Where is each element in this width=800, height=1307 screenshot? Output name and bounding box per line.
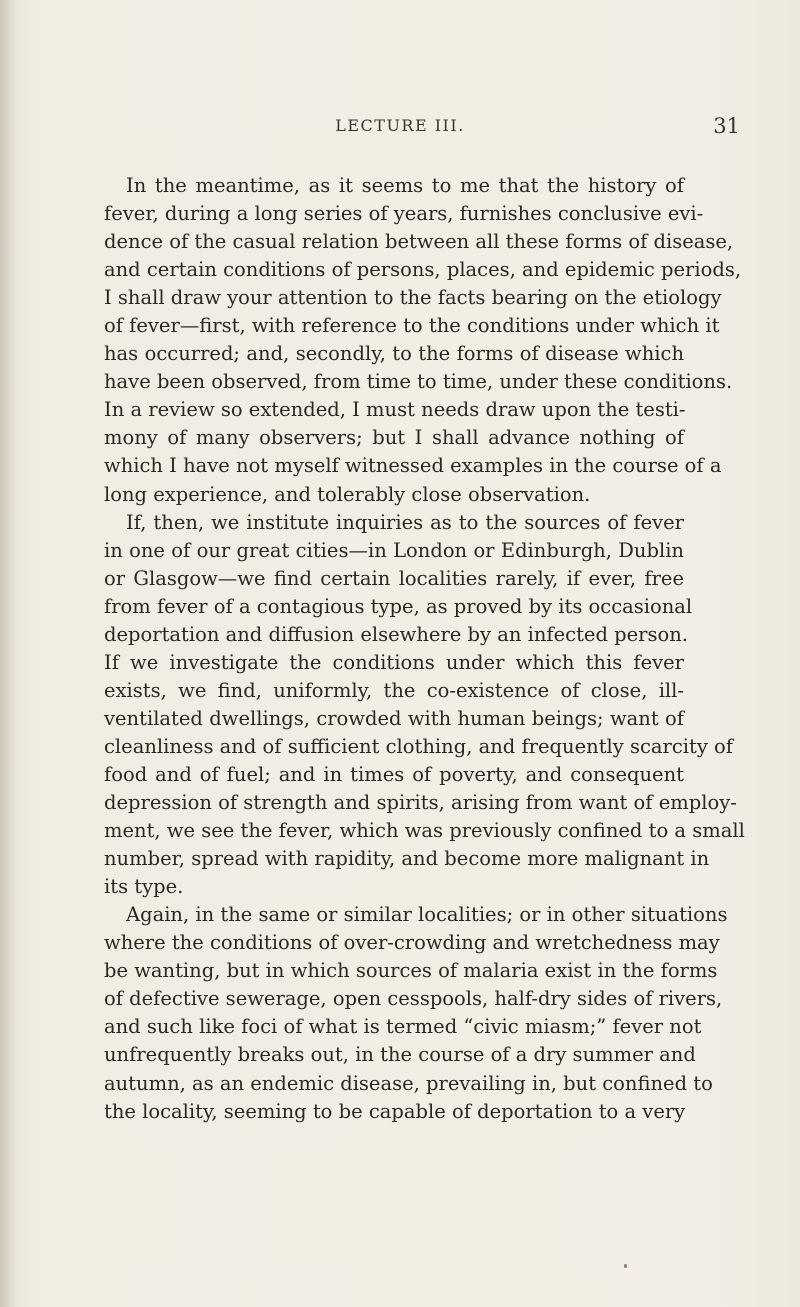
text-line: ventilated dwellings, crowded with human beings; want of (104, 706, 684, 730)
text-line: exists, we find, uniformly, the co-existence of close, ill- (104, 678, 684, 702)
text-line: Again, in the same or similar localities; or in other situations (126, 903, 728, 927)
text-line: in one of our great cities—in London or Edinburgh, Dublin (104, 538, 684, 562)
text-line: autumn, as an endemic disease, prevailing in, but confined to (104, 1071, 713, 1095)
text-line: deportation and diffusion elsewhere by an infected person. (104, 622, 688, 646)
ink-speck (624, 1264, 627, 1268)
text-line: and such like foci of what is termed “civic miasm;” fever not (104, 1015, 702, 1039)
body-text (104, 172, 745, 1126)
text-line: and certain conditions of persons, places, and epidemic periods, (104, 258, 742, 282)
text-line: of fever—first, with reference to the conditions under which it (104, 314, 720, 338)
text-line: food and of fuel; and in times of poverty, and consequent (104, 762, 684, 786)
text-line: If we investigate the conditions under which this fever (104, 650, 684, 674)
text-line: fever, during a long series of years, furnishes conclusive evi- (104, 202, 704, 226)
text-line: have been observed, from time to time, under these conditions. (104, 370, 733, 394)
text-line: its type. (104, 875, 184, 899)
text-line: depression of strength and spirits, arising from want of employ- (104, 791, 737, 815)
text-line: dence of the casual relation between all these forms of disease, (104, 230, 734, 254)
text-line: from fever of a contagious type, as proved by its occasional (104, 594, 693, 618)
text-line: which I have not myself witnessed examples in the course of a (104, 454, 722, 478)
text-line: In the meantime, as it seems to me that the history of (126, 174, 684, 197)
text-line: be wanting, but in which sources of malaria exist in the forms (104, 959, 718, 983)
text-line: ment, we see the fever, which was previously confined to a small (104, 819, 745, 843)
text-line: of defective sewerage, open cesspools, half-dry sides of rivers, (104, 987, 723, 1011)
text-line: number, spread with rapidity, and become more malignant in (104, 847, 710, 871)
page-number: 31 (713, 114, 740, 138)
running-head: LECTURE III. (335, 116, 465, 135)
binding-shadow (0, 0, 18, 1307)
text-line: If, then, we institute inquiries as to the sources of fever (126, 510, 684, 534)
page-header (120, 114, 740, 144)
text-line: the locality, seeming to be capable of deportation to a very (104, 1099, 686, 1123)
text-line: In a review so extended, I must needs draw upon the testi- (104, 398, 686, 422)
text-line: has occurred; and, secondly, to the forms of disease which (104, 342, 684, 366)
text-line: where the conditions of over-crowding and wretchedness may (104, 931, 720, 955)
text-line: I shall draw your attention to the facts bearing on the etiology (104, 286, 722, 310)
text-line: long experience, and tolerably close observation. (104, 482, 591, 506)
text-line: unfrequently breaks out, in the course of a dry summer and (104, 1043, 696, 1067)
text-line: or Glasgow—we find certain localities rarely, if ever, free (104, 566, 684, 590)
text-line: cleanliness and of sufficient clothing, and frequently scarcity of (104, 734, 734, 758)
text-line: mony of many observers; but I shall advance nothing of (104, 426, 684, 450)
